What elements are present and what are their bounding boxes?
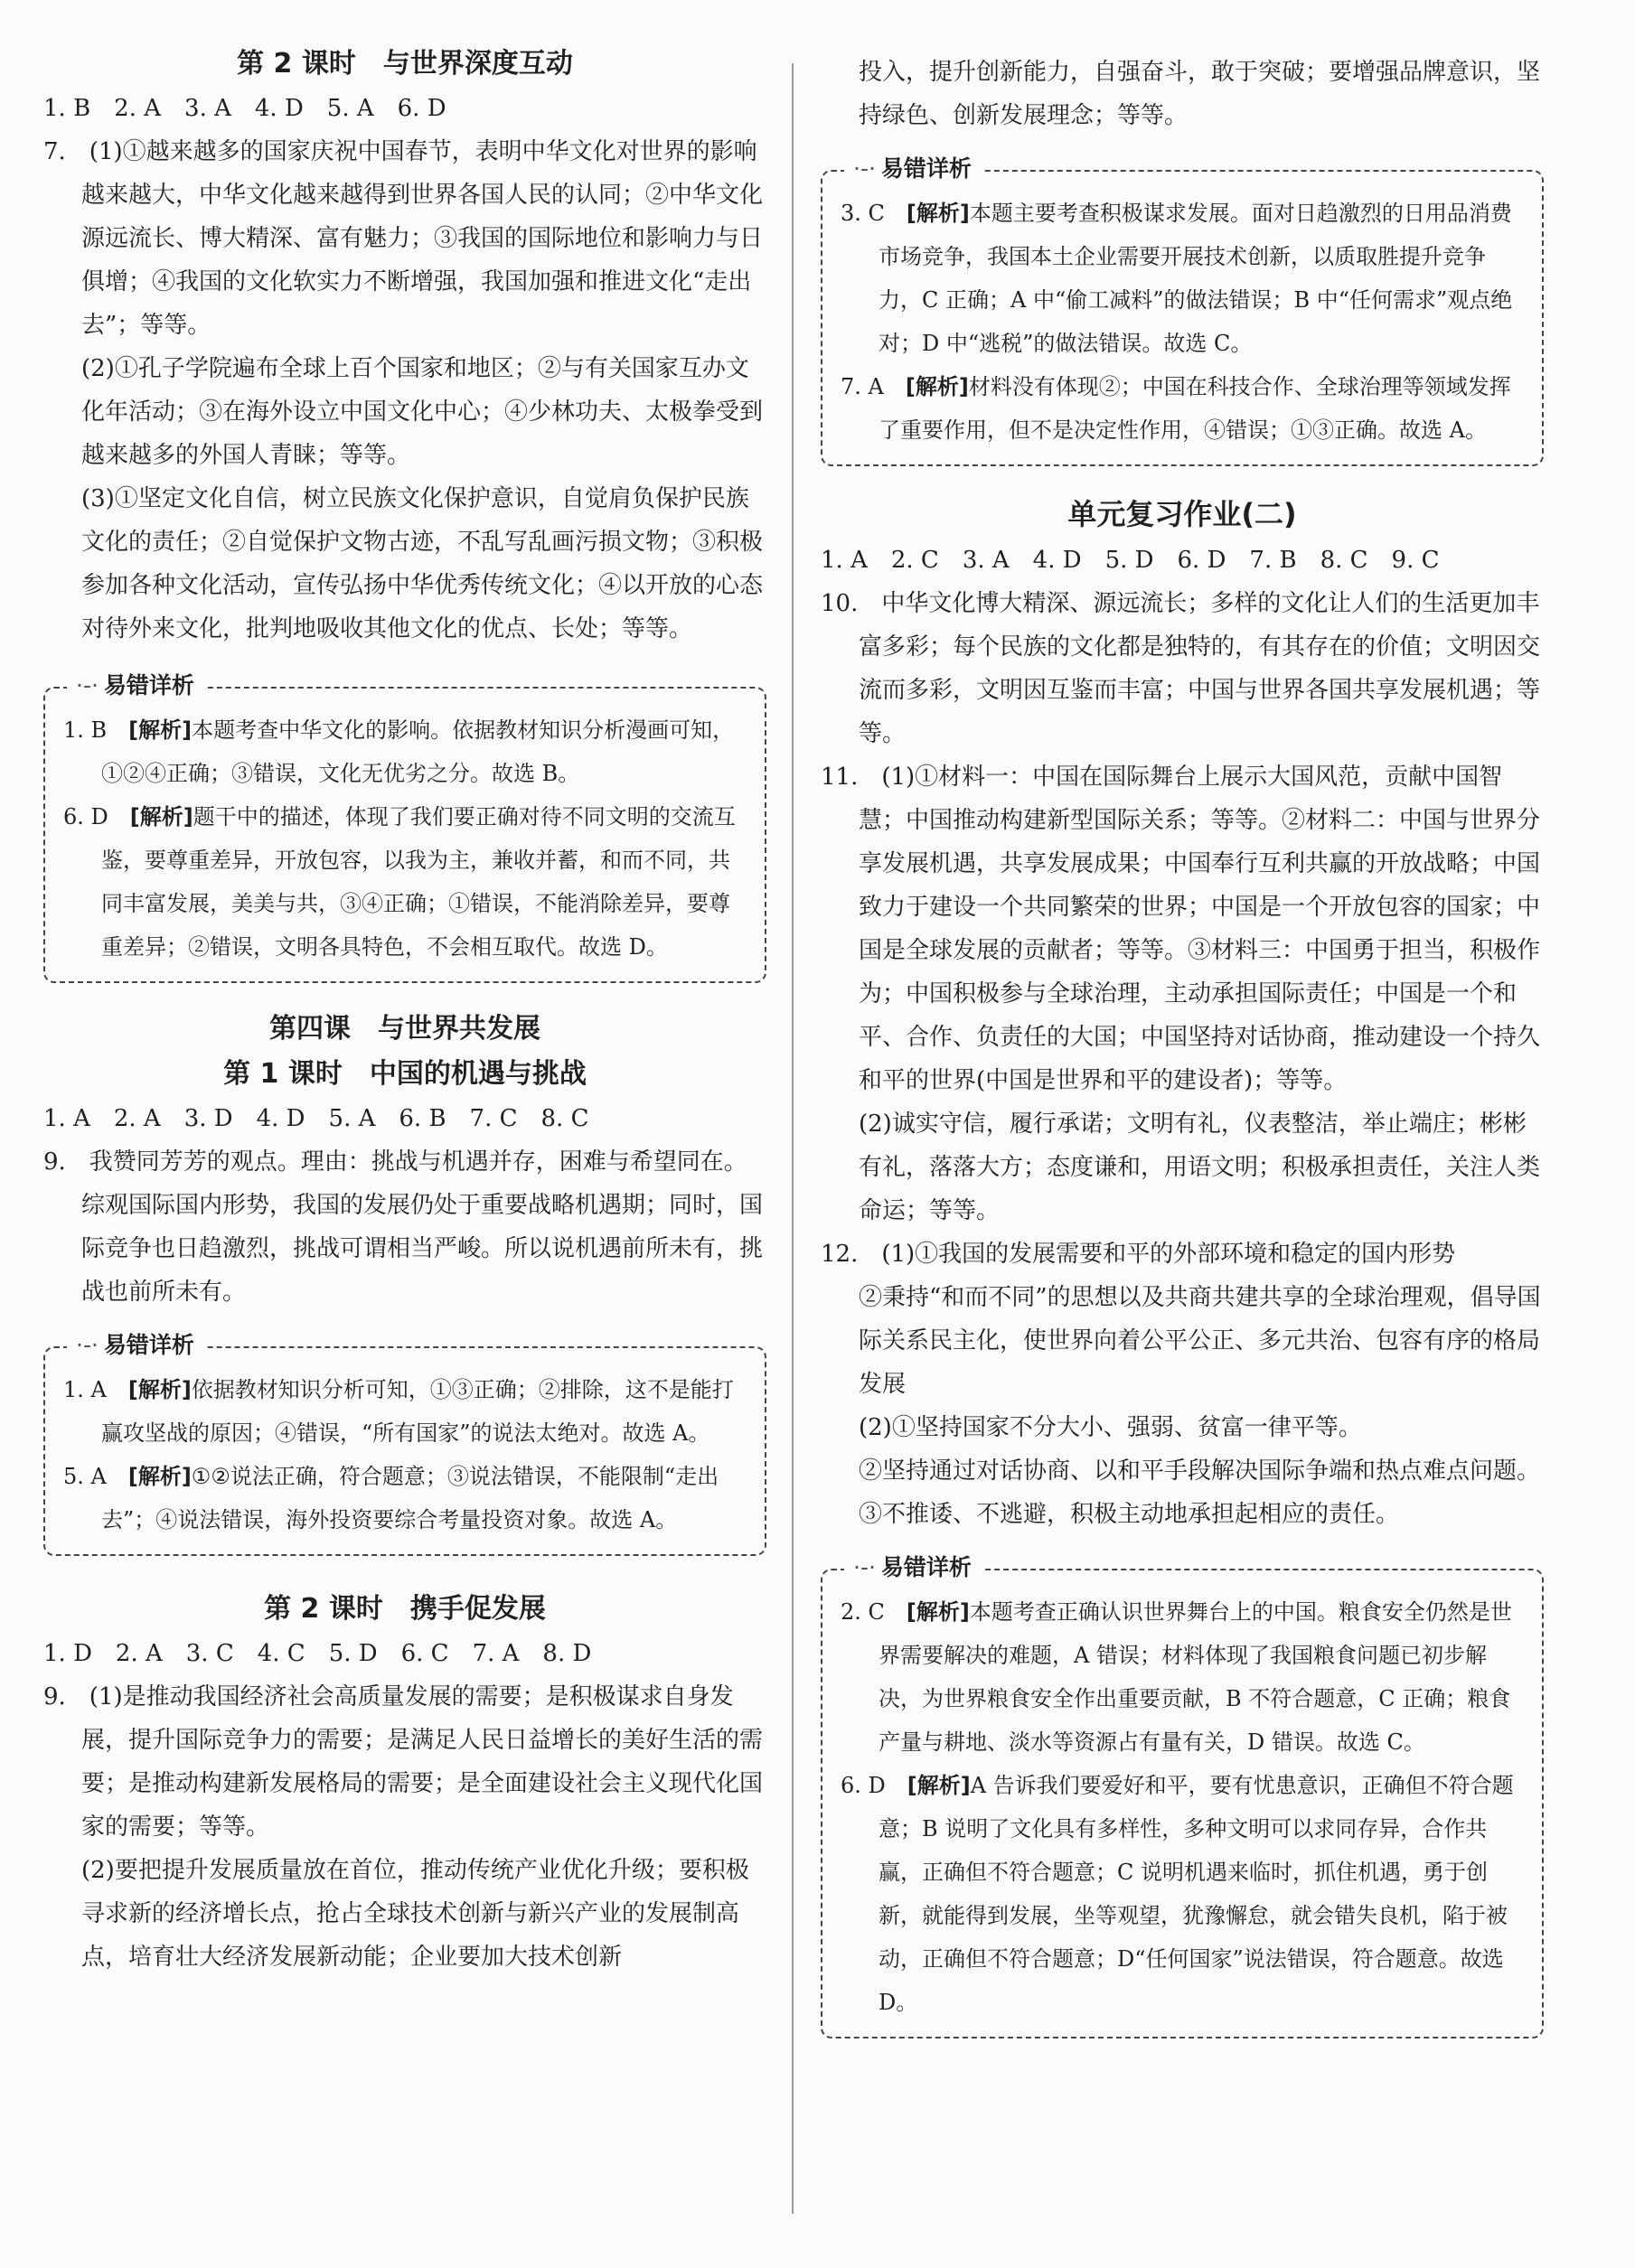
question-7-part1: 7. (1)①越来越多的国家庆祝中国春节，表明中华文化对世界的影响越来越大，中华文化越来越得到世界各国人民的认同；②中华文化源远流长、博大精深、富有魅力；③我国的国际地位和影响力与日俱增；④我国的文化软实力不断增强，我国加强和推进文化“走出去”；等等。 xyxy=(43,138,764,339)
error-analysis-box xyxy=(821,1554,1544,2038)
analysis-item: 7. A [解析]材料没有体现②；中国在科技合作、全球治理等领域发挥了重要作用，但不是决定性作用，④错误；①③正确。故选 A。 xyxy=(841,374,1511,443)
error-analysis-box xyxy=(43,1332,766,1556)
question-12-line1: 12. (1)①我国的发展需要和平的外部环境和稳定的国内形势 xyxy=(821,1241,1456,1268)
box-title: ·-· 易错详析 xyxy=(844,1552,984,1583)
question-12-line2: ②秉持“和而不同”的思想以及共商共建共享的全球治理观，倡导国际关系民主化，使世界向着公平公正、多元共治、包容有序的格局发展 xyxy=(859,1284,1541,1398)
analysis-item: 6. D [解析]A 告诉我们要爱好和平，要有忧患意识，正确但不符合题意；B 说明了文化具有多样性，多种文明可以求同存异，合作共赢，正确但不符合题意；C 说明机遇来临时，抓住机遇，勇于创新，就能得到发展，坐等观望，犹豫懈怠，就会错失良机，陷于被动，正确但不符合题意；D“任何国家”说法错误，符合题意。故选 D。 xyxy=(841,1773,1514,2015)
analysis-item: 2. C [解析]本题考查正确认识世界舞台上的中国。粮食安全仍然是世界需要解决的难题，A 错误；材料体现了我国粮食问题已初步解决，为世界粮食安全作出重要贡献，B 不符合题意，C 正确；粮食产量与耕地、淡水等资源占有量有关，D 错误。故选 C。 xyxy=(841,1599,1512,1755)
dots-icon: ·-· xyxy=(76,672,99,698)
answer-line: 1. A 2. A 3. D 4. D 5. A 6. B 7. C 8. C xyxy=(43,1105,589,1132)
dots-icon: ·-· xyxy=(853,155,876,182)
question-11-part2: (2)诚实守信，履行承诺；文明有礼，仪表整洁，举止端庄；彬彬有礼，落落大方；态度谦和，用语文明；积极承担责任，关注人类命运；等等。 xyxy=(859,1111,1541,1224)
column-divider xyxy=(792,63,794,2214)
analysis-item: 1. B [解析]本题考查中华文化的影响。依据教材知识分析漫画可知，①②④正确；③错误，文化无优劣之分。故选 B。 xyxy=(63,717,735,786)
box-title: ·-· 易错详析 xyxy=(67,1330,207,1361)
analysis-item: 1. A [解析]依据教材知识分析可知，①③正确；②排除，这不是能打赢攻坚战的原因；④错误，“所有国家”的说法太绝对。故选 A。 xyxy=(63,1377,734,1446)
box-title: ·-· 易错详析 xyxy=(67,670,207,701)
analysis-item: 6. D [解析]题干中的描述，体现了我们要正确对待不同文明的交流互鉴，要尊重差异，开放包容，以我为主，兼收并蓄，和而不同，共同丰富发展，美美与共，③④正确；①错误，不能消除差异，要尊重差异；②错误，文明各具特色，不会相互取代。故选 D。 xyxy=(63,804,736,960)
question-9-part2: (2)要把提升发展质量放在首位，推动传统产业优化升级；要积极寻求新的经济增长点，抢占全球技术创新与新兴产业的发展制高点，培育壮大经济发展新动能；企业要加大技术创新 xyxy=(81,1857,749,1971)
question-7-part3: (3)①坚定文化自信，树立民族文化保护意识，自觉肩负保护民族文化的责任；②自觉保护文物古迹，不乱写乱画污损文物；③积极参加各种文化活动，宣传弘扬中华优秀传统文化；④以开放的心态对待外来文化，批判地吸收其他文化的优点、长处；等等。 xyxy=(81,485,764,642)
error-analysis-box xyxy=(821,155,1544,466)
lesson-title: 第四课 与世界共发展 xyxy=(269,1013,540,1045)
question-9-part1: 9. (1)是推动我国经济社会高质量发展的需要；是积极谋求自身发展，提升国际竞争力的需要；是满足人民日益增长的美好生活的需要；是推动构建新发展格局的需要；是全面建设社会主义现代化国家的需要；等等。 xyxy=(43,1683,764,1841)
analysis-item: 3. C [解析]本题主要考查积极谋求发展。面对日趋激烈的日用品消费市场竞争，我国本土企业需要开展技术创新，以质取胜提升竞争力，C 正确；A 中“偷工减料”的做法错误；B 中“任何需求”观点绝对；D 中“逃税”的做法错误。故选 C。 xyxy=(841,201,1513,356)
analysis-item: 5. A [解析]①②说法正确，符合题意；③说法错误，不能限制“走出去”；④说法错误，海外投资要综合考量投资对象。故选 A。 xyxy=(63,1464,719,1532)
section-title: 第 2 课时 与世界深度互动 xyxy=(237,48,573,80)
question-12-line5: ③不推诿、不逃避，积极主动地承担起相应的责任。 xyxy=(859,1501,1400,1528)
answer-line: 1. B 2. A 3. A 4. D 5. A 6. D xyxy=(43,95,446,122)
question-11-part1: 11. (1)①材料一：中国在国际舞台上展示大国风范，贡献中国智慧；中国推动构建新型国际关系；等等。②材料二：中国与世界分享发展机遇，共享发展成果；中国奉行互利共赢的开放战略；中国致力于建设一个共同繁荣的世界；中国是一个开放包容的国家；中国是全球发展的贡献者；等等。③材料三：中国勇于担当，积极作为；中国积极参与全球治理，主动承担国际责任；中国是一个和平、合作、负责任的大国；中国坚持对话协商，推动建设一个持久和平的世界(中国是世界和平的建设者)；等等。 xyxy=(821,764,1541,1094)
question-12-line3: (2)①坚持国家不分大小、强弱、贫富一律平等。 xyxy=(859,1414,1362,1441)
box-title: ·-· 易错详析 xyxy=(844,154,984,184)
section-title: 第 1 课时 中国的机遇与挑战 xyxy=(223,1058,587,1090)
dots-icon: ·-· xyxy=(853,1554,876,1580)
continuation-text: 投入，提升创新能力，自强奋斗，敢于突破；要增强品牌意识，坚持绿色、创新发展理念；等等。 xyxy=(859,59,1541,129)
question-7-part2: (2)①孔子学院遍布全球上百个国家和地区；②与有关国家互办文化年活动；③在海外设立中国文化中心；④少林功夫、太极拳受到越来越多的外国人青睐；等等。 xyxy=(81,355,764,469)
section-title: 第 2 课时 携手促发展 xyxy=(264,1593,546,1625)
unit-title: 单元复习作业(二) xyxy=(1067,497,1297,531)
question-9: 9. 我赞同芳芳的观点。理由：挑战与机遇并存，困难与希望同在。综观国际国内形势，我国的发展仍处于重要战略机遇期；同时，国际竞争也日趋激烈，挑战可谓相当严峻。所以说机遇前所未有，挑战也前所未有。 xyxy=(43,1148,764,1306)
error-analysis-box xyxy=(43,672,766,983)
answer-line: 1. D 2. A 3. C 4. C 5. D 6. C 7. A 8. D xyxy=(43,1640,592,1667)
right-column xyxy=(821,54,1544,2062)
left-column xyxy=(43,48,766,1979)
answer-line: 1. A 2. C 3. A 4. D 5. D 6. D 7. B 8. C 9. C xyxy=(821,547,1440,574)
question-12-line4: ②坚持通过对话协商、以和平手段解决国际争端和热点难点问题。 xyxy=(859,1457,1541,1485)
dots-icon: ·-· xyxy=(76,1332,99,1358)
question-10: 10. 中华文化博大精深、源远流长；多样的文化让人们的生活更加丰富多彩；每个民族的文化都是独特的，有其存在的价值；文明因交流而多彩，文明因互鉴而丰富；中国与世界各国共享发展机遇；等等。 xyxy=(821,590,1541,747)
